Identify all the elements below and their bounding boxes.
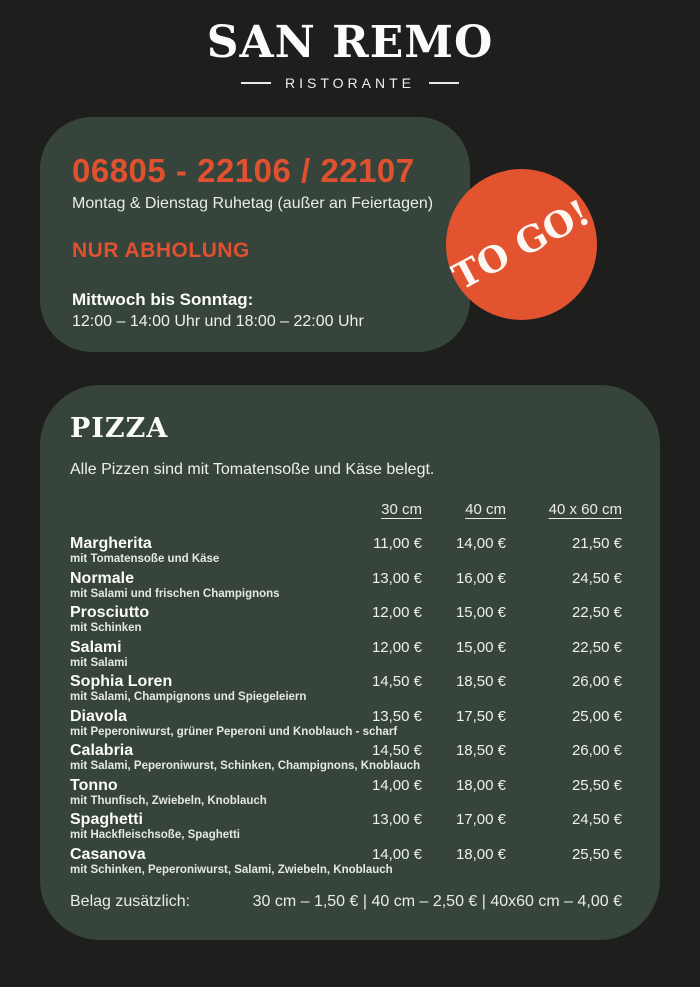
item-prices xyxy=(338,846,622,864)
item-prices xyxy=(338,639,622,657)
brand-subtitle: RISTORANTE xyxy=(285,75,415,92)
item-description: mit Schinken xyxy=(70,622,142,634)
price-30cm: 14,00 € xyxy=(371,845,422,863)
item-name: Sophia Loren xyxy=(70,673,173,690)
price-40cm: 17,50 € xyxy=(455,707,506,725)
price-30cm: 12,00 € xyxy=(371,638,422,656)
item-description: mit Peperoniwurst, grüner Peperoni und Knoblauch - scharf xyxy=(70,725,398,738)
price-40x60cm: 25,00 € xyxy=(571,707,622,725)
menu-item-list xyxy=(70,535,622,877)
column-header-40x60cm: 40 x 60 cm xyxy=(548,501,622,518)
price-40x60cm: 21,50 € xyxy=(571,535,622,552)
price-30cm: 13,00 € xyxy=(371,811,422,828)
price-40x60cm: 24,50 € xyxy=(571,569,622,587)
column-header-30cm: 30 cm xyxy=(381,501,422,518)
item-name: Normale xyxy=(70,569,135,587)
brand-header xyxy=(0,0,700,91)
item-prices xyxy=(338,777,622,795)
item-prices xyxy=(338,673,622,691)
price-40cm: 18,50 € xyxy=(455,742,506,759)
price-40x60cm: 25,50 € xyxy=(571,776,622,794)
item-name: Tonno xyxy=(70,776,118,794)
menu-item-calabria xyxy=(70,742,622,774)
closed-days-note: Montag & Dienstag Ruhetag (außer an Feiertagen) xyxy=(72,195,434,212)
price-40cm: 18,00 € xyxy=(455,776,506,794)
item-description: mit Thunfisch, Zwiebeln, Knoblauch xyxy=(70,794,267,807)
item-description: mit Salami, Champignons und Spiegeleiern xyxy=(70,691,307,703)
price-40x60cm: 25,50 € xyxy=(571,845,622,863)
item-description: mit Tomatensoße und Käse xyxy=(70,553,220,565)
menu-note: Alle Pizzen sind mit Tomatensoße und Käse belegt. xyxy=(70,461,435,478)
column-header-40cm: 40 cm xyxy=(465,501,506,518)
menu-item-salami xyxy=(70,639,622,671)
item-prices xyxy=(338,535,622,553)
price-40cm: 16,00 € xyxy=(455,569,506,587)
menu-item-sophia-loren xyxy=(70,673,622,705)
item-name: Salami xyxy=(70,638,122,656)
to-go-badge-label: TO GO! xyxy=(446,191,597,298)
item-name: Calabria xyxy=(70,742,134,759)
price-30cm: 11,00 € xyxy=(373,535,422,552)
price-30cm: 14,50 € xyxy=(371,742,422,759)
price-30cm: 14,50 € xyxy=(371,673,422,690)
menu-item-casanova xyxy=(70,846,622,878)
price-40x60cm: 26,00 € xyxy=(571,742,622,759)
item-description: mit Salami, Peperoniwurst, Schinken, Champignons, Knoblauch xyxy=(70,760,421,772)
item-prices xyxy=(338,604,622,622)
price-30cm: 13,50 € xyxy=(371,707,422,725)
price-40cm: 14,00 € xyxy=(455,535,506,552)
item-prices xyxy=(338,708,622,726)
item-description: mit Schinken, Peperoniwurst, Salami, Zwiebeln, Knoblauch xyxy=(70,863,393,876)
price-40cm: 18,50 € xyxy=(455,673,506,690)
to-go-badge xyxy=(446,169,597,320)
price-30cm: 12,00 € xyxy=(371,604,422,621)
price-40x60cm: 26,00 € xyxy=(571,673,622,690)
phone-number: 06805 - 22106 / 22107 xyxy=(72,152,415,189)
price-40cm: 15,00 € xyxy=(455,604,506,621)
price-30cm: 14,00 € xyxy=(371,776,422,794)
pickup-only-label: NUR ABHOLUNG xyxy=(72,239,250,262)
item-prices xyxy=(338,742,622,760)
price-30cm: 13,00 € xyxy=(371,569,422,587)
menu-item-normale xyxy=(70,570,622,602)
menu-item-diavola xyxy=(70,708,622,740)
right-rule-divider xyxy=(429,82,459,84)
pizza-menu-card xyxy=(40,385,660,940)
extra-topping-row xyxy=(70,893,622,911)
item-prices xyxy=(338,570,622,588)
opening-hours: 12:00 – 14:00 Uhr und 18:00 – 22:00 Uhr xyxy=(72,313,364,330)
brand-subtitle-row xyxy=(0,75,700,91)
item-description: mit Salami xyxy=(70,656,128,669)
extra-topping-label: Belag zusätzlich: xyxy=(70,893,191,910)
item-description: mit Salami und frischen Champignons xyxy=(70,587,280,600)
menu-item-prosciutto xyxy=(70,604,622,636)
price-40cm: 18,00 € xyxy=(455,845,506,863)
size-column-headers xyxy=(70,501,622,518)
price-40cm: 15,00 € xyxy=(455,638,506,656)
item-name: Casanova xyxy=(70,845,146,863)
menu-item-margherita xyxy=(70,535,622,567)
menu-section-title: PIZZA xyxy=(70,413,169,444)
price-40x60cm: 22,50 € xyxy=(571,638,622,656)
item-description: mit Hackfleischsoße, Spaghetti xyxy=(70,829,240,841)
contact-info-card xyxy=(40,117,470,352)
brand-name: SAN REMO xyxy=(206,17,494,68)
price-40cm: 17,00 € xyxy=(455,811,506,828)
item-name: Margherita xyxy=(70,535,152,552)
price-40x60cm: 24,50 € xyxy=(571,811,622,828)
menu-item-spaghetti xyxy=(70,811,622,843)
opening-days-label: Mittwoch bis Sonntag: xyxy=(72,290,254,309)
price-40x60cm: 22,50 € xyxy=(571,604,622,621)
extra-topping-prices: 30 cm – 1,50 € | 40 cm – 2,50 € | 40x60 cm – 4,00 € xyxy=(252,893,622,910)
item-prices xyxy=(338,811,622,829)
left-rule-divider xyxy=(241,82,271,84)
menu-item-tonno xyxy=(70,777,622,809)
item-name: Prosciutto xyxy=(70,604,150,621)
item-name: Spaghetti xyxy=(70,811,143,828)
item-name: Diavola xyxy=(70,707,127,725)
